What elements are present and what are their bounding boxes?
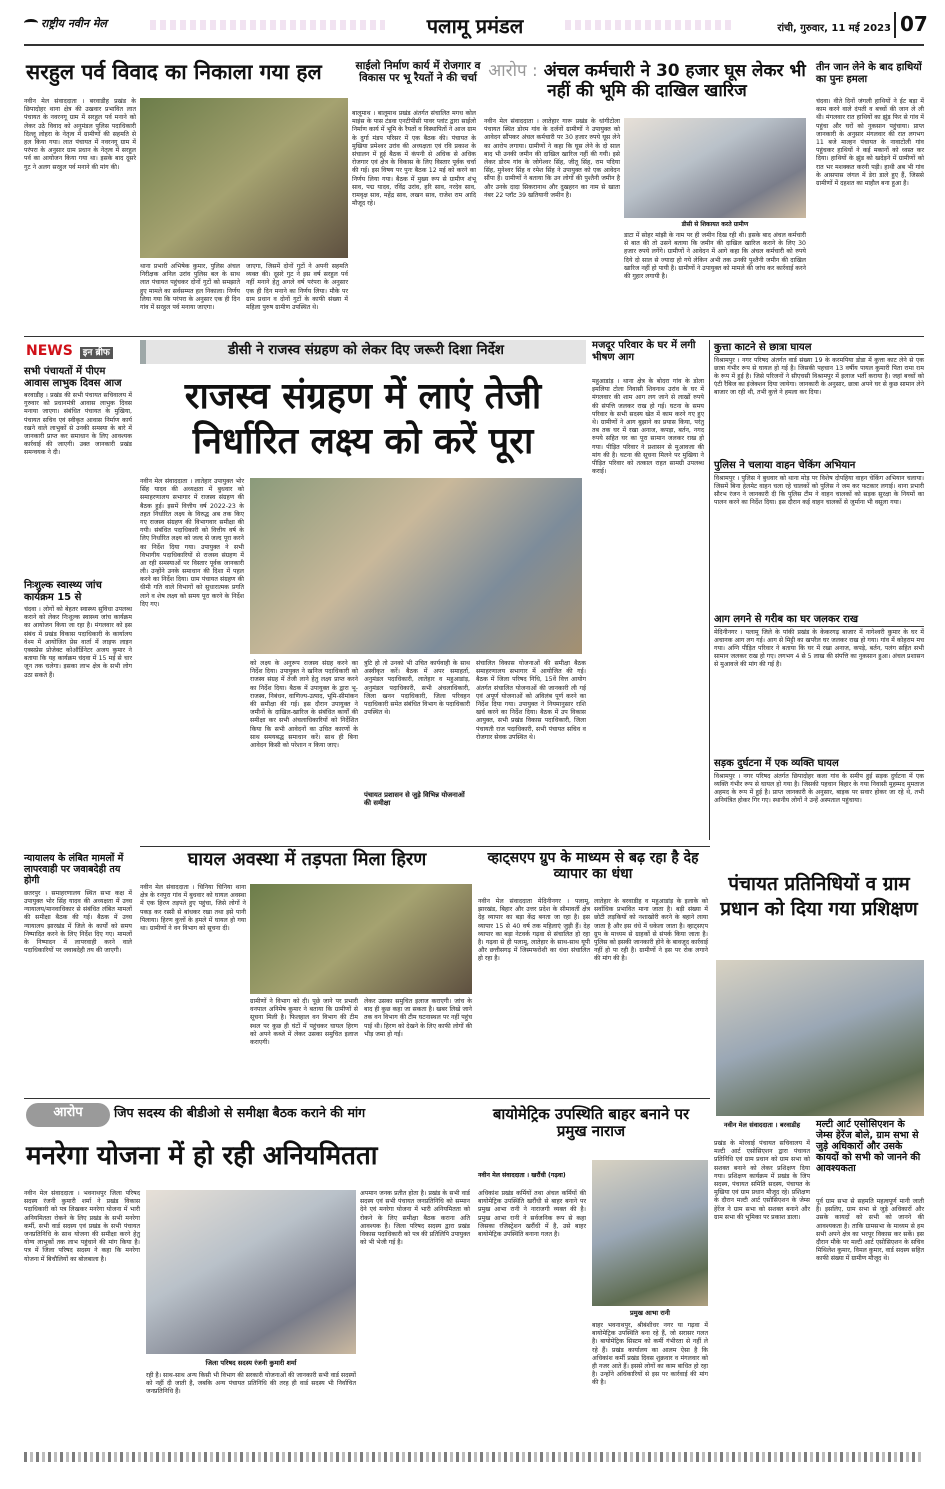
a15-headline: बायोमेट्रिक उपस्थिति बाहर बनाने पर प्रमुख नाराज: [492, 1105, 690, 1141]
masthead: [0, 0, 945, 44]
a3-photo: [624, 118, 806, 218]
brief-body-2: चंदवा । लोगों को बेहतर स्वास्थ्य सुविधा उपलब्ध कराने को लेकर निःशुल्क स्वास्थ्य जांच कार्यक्रम का आयोजन किया जा रहा है। मंगलवार को इस संबंध में प्रखंड विकास पदाधिकारी के कार्यालय वेश्म में आयोजित प्रेस वार्ता में लाइफ लाइन एक्सप्रेस प्रोजेक्ट कोऑर्डिनेटर अजय कुमार ने बताया कि यह कार्यक्रम चंदवा में 15 मई से चार जून तक चलेगा। इसका लाभ क्षेत्र के सभी लोग उठा सकते हैं।: [24, 606, 132, 679]
masthead-logo: राष्ट्रीय नवीन मेल: [24, 16, 144, 34]
row1-rule: [24, 336, 924, 337]
a5-col2: को लक्ष्य के अनुरूप राजस्व संग्रह करने का निर्देश दिया। उपायुक्त ने खनिज पदाधिकारी को राजस्व संग्रह में तेजी लाने हेतु लक्ष्य प्राप्त करने का निर्देश दिया। बैठक में उपायुक्त के द्वारा भू-राजस्व, निबंधन, वाणिज्य-उत्पाद, भूमि-सीमांकन की समीक्षा की गई। इस दौरान उपायुक्त ने जमीनों के दाखिल-खारिज के संबंधित कार्यों की समीक्षा कर सभी अंचलाधिकारियों को निर्देशित किया कि सभी आवेदनों का उचित कारणों के साथ समयबद्ध समाधान करें। साथ ही बिना आवेदन किसी को परेशान न किया जाए।: [250, 660, 358, 749]
a5-col4: संचालित विकास योजनाओं की समीक्षा बैठक समाहरणालय सभागार में आयोजित की गई। बैठक में जिला परिषद निधि, 15वें वित्त आयोग अंतर्गत संचालित योजनाओं की जानकारी ली गई एवं अपूर्ण योजनाओं को अविलंब पूर्ण करने का निर्देश दिया गया। उपायुक्त ने नियमानुसार राशि खर्च करने का निर्देश दिया। बैठक में उप विकास आयुक्त, सभी प्रखंड विकास पदाधिकारी, जिला पंचायती राज पदाधिकारी, सभी पंचायत सचिव व रोजगार सेवक उपस्थित थे।: [476, 660, 586, 741]
news-brief-item: [24, 580, 132, 850]
a9: [714, 342, 924, 454]
a2-headline: साईलो निर्माण कार्य में रोजगार व विकास पर भू रैयतों ने की चर्चा: [355, 60, 481, 85]
a8-headline: व्हाट्सएप ग्रुप के माध्यम से बढ़ रहा है देह व्यापार का धंधा: [487, 850, 699, 883]
a14-caption: जिला परिषद सदस्य रंजनी कुमारी शर्मा: [205, 1359, 297, 1367]
a11: [714, 614, 924, 754]
a10: [714, 460, 924, 610]
a3-headline: [488, 62, 806, 114]
a5-headline: राजस्व संग्रहण में लाएं तेजी निर्धारित लक्ष्य को करें पूरा: [184, 376, 542, 462]
masthead-rule: [24, 44, 924, 46]
a9-body: विश्रामपुर । नगर परिषद अंतर्गत वार्ड संख्या 19 के करमपिया डोडा में कुत्ता काट लेने से एक छात्रा गंभीर रूप से घायल हो गई है। जिसकी पहचान 13 वर्षीय पायल कुमारी पिता रामा राम के रूप में हुई है। जिसे परिजनों ने सीएचसी विश्रामपुर में इलाज भर्ती कराया है। जहां बच्चों को एंटी रैबिज का इंजेक्शन दिया जायेगा। जानकारी के अनुसार, छात्रा अपने घर से कुछ सामान लेने बाजार जा रही थी, तभी कुत्ते ने हमला कर दिया।: [714, 356, 924, 397]
a4-headline: तीन जान लेने के बाद हाथियों का पुनः हमला: [816, 62, 922, 85]
a10-headline: पुलिस ने चलाया वाहन चेकिंग अभियान: [714, 460, 924, 473]
a14-col1: नवीन मेल संवाददाता । भवनाथपुर जिला परिषद सदस्य रंजनी कुमारी शर्मा ने प्रखंड विकास पदाधिकारी को पत्र लिखकर मनरेगा योजना में भारी अनियमितता रोकने के लिए प्रखंड के सभी मनरेगा कर्मी, सभी वार्ड सदस्य एवं प्रखंड के सभी पंचायत जनप्रतिनिधि के साथ योजना की समीक्षा करने हेतु योग्य लाभुकों तक लाभ पहुंचाने की मांग किया है। पत्र में जिला परिषद सदस्य ने कहा कि मनरेगा योजना में बिचौलियों का बोलबाला है।: [24, 1190, 140, 1263]
a3-caption: डीसी से शिकायत करते ग्रामीण: [681, 221, 749, 228]
a2-body: बालूमाथ । बालूमाथ प्रखंड अंतर्गत संचालित मगध कोल माइंस के पास टंडवा एनटीपीसी पावर प्लांट द्वारा साईलो निर्माण कार्य में भूमि के रैयतों व विस्थापितों ने आज ग्राम के दुर्गा मंडप परिसर में एक बैठक की। पंचायत के मुखिया प्रमेश्वर उरांव की अध्यक्षता एवं रवि प्रकाश के संचालन में हुई बैठक में कंपनी से अधिक से अधिक रोजगार एवं क्षेत्र के विकास के लिए विस्तार पूर्वक चर्चा की गई। इस विषय पर पुनः बैठक 12 मई को करने का निर्णय लिया गया। बैठक में मुख्य रूप से ग्रामीण शंभू साव, पद्म यादव, रविंद्र उरांव, हरि साव, नरदेव साव, रामवृक्ष साव, महेंद्र साव, लखन साव, राजेश राम आदि मौजूद रहे।: [352, 110, 476, 208]
brief-title-1: सभी पंचायतों में पीएम आवास लाभुक दिवस आज: [24, 366, 122, 389]
a3-headline-text: अंचल कर्मचारी ने 30 हजार घूस लेकर भी नहीं की भूमि की दाखिल खारिज: [543, 61, 806, 101]
a9-headline: कुत्ता काटने से छात्रा घायल: [714, 342, 924, 355]
a14-col2: रही है। साथ-साथ अन्य किसी भी विभाग की सरकारी योजनाओं की जानकारी सभी वार्ड सदस्यों को नहीं दी जाती है, जबकि अन्य पंचायत प्रतिनिधि की तरह ही वार्ड सदस्य भी निर्वाचित जनप्रतिनिधि हैं।: [146, 1372, 356, 1396]
a7-photo: [250, 884, 472, 994]
section-title: पलामू प्रमंडल: [426, 14, 524, 38]
a3-tag: आरोप :: [488, 61, 538, 81]
a15-caption: प्रमुख आभा रानी: [630, 1309, 670, 1317]
a14-headline: मनरेगा योजना में हो रही अनियमितता: [26, 1141, 378, 1171]
news-brief-item: [24, 366, 132, 576]
brief-body-3: छतरपुर । समाहरणालय स्थित सभा कक्ष में उपायुक्त भोर सिंह यादव की अध्यक्षता में उच्च न्यायालय/मानवाधिकार से संबंधित लंबित मामलों की समीक्षा बैठक की गई। बैठक में उच्च न्यायालय झारखंड में जिले के कार्यों को समय निष्पादित करने के लिए निर्देश दिए गए। मामलों के निष्पादन में लापरवाही करने वाले पदाधिकारियों पर जवाबदेही तय की जाएगी।: [24, 889, 132, 955]
a5-col1: नवीन मेल संवाददाता । लातेहार उपायुक्त भोर सिंह यादव की अध्यक्षता में बुधवार को समाहरणालय सभागार में राजस्व संग्रहण की बैठक हुई। इसमें वित्तीय वर्ष 2022-23 के तहत निर्धारित लक्ष्य के विरुद्ध अब तक किए गए राजस्व संग्रहण की विभागवार समीक्षा की गयी। संबंधित पदाधिकारी को वित्तीय वर्ष के लिए निर्धारित लक्ष्य को जल्द से जल्द पूरा करने का निर्देश दिया गया। उपायुक्त ने सभी विभागीय पदाधिकारियों से राजस्व संग्रहण में आ रही समस्याओं पर विस्तार पूर्वक जानकारी ली। उन्होंने उनके समाधान की दिशा में पहल करने का निर्देश दिया। ग्राम पंचायत संग्रहण की धीमी गति वाले विभागों को सुधारात्मक प्रगति लाने व शेष लक्ष्य को समय पूरा करने के निर्देश दिए गए।: [140, 478, 244, 608]
a6-body: महुआडांड़ । थाना क्षेत्र के बोदरा गांव के डोला इमलिया टोला निवासी शिवनाथ उरांव के घर में मंगलवार की शाम आग लग जाने से लाखों रुपये की संपत्ति जलकर राख हो गई। घटना के समय परिवार के सभी सदस्य खेत में काम करने गए हुए थे। ग्रामीणों ने आग बुझाने का प्रयास किया, परंतु तब तक घर में रखा अनाज, कपड़ा, बर्तन, नगद रुपये सहित घर का पूरा सामान जलकर राख हो गया। पीड़ित परिवार ने प्रशासन से मुआवजा की मांग की है। घटना की सूचना मिलने पर मुखिया ने पीड़ित परिवार को तत्काल राहत सामग्री उपलब्ध कराई।: [592, 378, 704, 476]
a11-body: मेदिनीनगर । पलामू जिले के पांकी प्रखंड के केकरगढ़ बाजार में नागेश्वरी कुमार के घर में अचानक आग लग गई। आग से मिट्टी का खपरैल घर जलकर राख हो गया। गांव में कोहराम मच गया। अग्नि पीड़ित परिवार ने बताया कि घर में रखा अनाज, कपड़े, बर्तन, पलंग सहित सभी सामान जलकर राख हो गए। लगभग 4 से 5 लाख की संपत्ति का नुकसान हुआ। अंचल प्रशासन से मुआवजे की मांग की गई है।: [714, 628, 924, 669]
a13-headline: पंचायत प्रतिनिधियों व ग्राम प्रधान को दिया गया प्रशिक्षण: [720, 873, 918, 920]
a6-headline: मजदूर परिवार के घर में लगी भीषण आग: [592, 340, 696, 363]
a13-side-body: पूर्व ग्राम सभा से सहमति महत्वपूर्ण मानी जाती है। इसलिए, ग्राम सभा से जुड़े अधिकारों और उसके कायदों को सभी को जानने की आवश्यकता है। ताकि ग्रामसभा के माध्यम से हम सभी अपने क्षेत्र का भरपूर विकास कर सकें। इस दौरान मौके पर मल्टी आर्ट एसोसिएशन के सचिव मिथिलेश कुमार, विमल कुमार, वार्ड सदस्य सहित काफी संख्या में ग्रामीण मौजूद थे।: [816, 1198, 924, 1263]
a1-col3: जाएगा, जिसमें दोनों गुटों ने अपनी सहमति व्यक्त की। दूसरे गुट ने इस वर्ष सरहुल पर्व नहीं मनाने हेतु अगले वर्ष परंपरा के अनुसार एक ही दिन मनाने का निर्णय लिया। मौके पर ग्राम प्रधान व दोनों गुटों के काफी संख्या में महिला पुरुष ग्रामीण उपस्थित थे।: [246, 263, 348, 311]
a4-body: चंदवा। वीते दिनों जंगली हाथियों ने ईट बड़ा में काम करने वाले दंपती व बच्चों की जान ले ली थी। मंगलवार रात हाथियों का झुंड फिर से गांव में पहुंचा और घरों को नुकसान पहुंचाया। प्राप्त जानकारी के अनुसार मंगलवार की रात लगभग 11 बजे माल्हन पंचायत के नावाटोली गांव पहुंचकर हाथियों ने कई मकानों को ध्वस्त कर दिया। हाथियों के झुंड को खदेड़ने में ग्रामीणों को रात भर मशक्कत करनी पड़ी। हाथी अब भी गांव के आसपास जंगल में डेरा डाले हुए हैं, जिससे ग्रामीणों में दहशत का माहौल बना हुआ है।: [816, 98, 924, 187]
news-brief-sub: इन ब्रीफ: [80, 347, 113, 359]
a15-byline: नवीन मेल संवाददाता । खरौंधी (गढ़वा): [478, 1172, 566, 1179]
a5-kicker: डीसी ने राजस्व संग्रहण को लेकर दिए जरूरी दिशा निर्देश: [228, 342, 504, 358]
page-number: 07: [894, 12, 924, 38]
col-divider: [709, 340, 710, 840]
a1-col1: नवीन मेल संवाददाता । बरवाडीह प्रखंड के छिपादोहर थाना क्षेत्र की उखवार प्रभावित लात पंचायत के नवरनगू ग्राम में सरहुल पर्व मनाने को लेकर उठे विवाद को अनुमंडल पुलिस पदाधिकारी दिल्लू लोहरा के नेतृत्व में ग्रामीणों की सहमति से हल किया गया। लात पंचायत में नवरनगू ग्राम में परंपरा के अनुसार ग्राम प्रधान के नेतृत्व में सरहुल पर्व का आयोजन किया गया था। इसके बाद दूसरे गुट ने अलग सरहुल पर्व मनाने की मांग की।: [24, 98, 136, 171]
a5-col3: त्रुटि हो तो उनको भी उचित कार्यवाही के साथ अस्वीकृत करें। बैठक में अपर समाहर्ता, अनुमंडल पदाधिकारी, लातेहार व महुआडांड़, अनुमंडल पदाधिकारी, सभी अंचलाधिकारी, जिला खनन पदाधिकारी, जिला परिवहन पदाधिकारी समेत संबंधित विभाग के पदाधिकारी उपस्थित थे।: [364, 660, 470, 717]
brief-body-1: बरवाडीह । प्रखंड की सभी पंचायत सचिवालय में गुरुवार को प्रधानमंत्री आवास लाभुक दिवस मनाया जाएगा। संबंधित पंचायत के मुखिया, पंचायत सचिव एवं स्वीकृत आवास निर्माण कार्य रखने वाले लाभुकों से उनकी समस्या के बारे में जानकारी प्राप्त कर समाधान के लिए आवश्यक कार्रवाई की जाएगी। उक्त जानकारी प्रखंड समन्वयक ने दी।: [24, 392, 132, 457]
brief-title-3: न्यायालय के लंबित मामलों में लापरवाही पर जवाबदेही तय होगी: [24, 853, 124, 886]
a12-body: विश्रामपुर । नगर परिषद अंतर्गत छिपादोहर कला गांव के समीप हुई सड़क दुर्घटना में एक व्यक्ति गंभीर रूप से घायल हो गया है। जिसकी पहचान बिहार के गया निवासी मुहम्मद मुमताज अहमद के रूप में हुई है। प्राप्त जानकारी के अनुसार, बाइक पर सवार होकर जा रहे थे, तभी अनियंत्रित होकर गिर गए। स्थानीय लोगों ने उन्हें अस्पताल पहुंचाया।: [714, 772, 924, 805]
a3-col2: डाटा में सोहर मांझी के नाम पर ही जमीन दिख रही थी। इसके बाद अंचल कर्मचारी से बात की तो उसने बताया कि जमीन की दाखिल खारिज कराने के लिए 30 हजार रुपये लगेंगे। ग्रामीणों ने आवेदन में आगे कहा कि अंचल कर्मचारी को रुपये दिये दो साल से ज्यादा हो गये लेकिन अभी तक उनकी पुश्तैनी जमीन की दाखिल खारिज नहीं हो पायी है। ग्रामीणों ने उपायुक्त को मामले की जांच कर कार्रवाई करने की गुहार लगायी है।: [624, 232, 806, 280]
a12: [714, 758, 924, 866]
a15-col1: अधिकांश प्रखंड कर्मियों तथा अंचल कर्मियों की बायोमेट्रिक उपस्थिति खरौंधी से बाहर बनाने पर प्रमुख आभा रानी ने नाराजगी व्यक्त की है। प्रमुख आभा रानी ने सर्वजनिक रूप से कहा जिसका रजिस्ट्रेशन खरौंधी में है, उसे बाहर बायोमेट्रिक उपस्थिति बनाना गलत है।: [478, 1190, 586, 1238]
news-brief-header: [26, 340, 134, 362]
footer-strip: [24, 1452, 924, 1462]
a11-headline: आग लगने से गरीब का घर जलकर राख: [714, 614, 924, 627]
a5-photo: [250, 478, 582, 654]
a1-col2: थाना प्रभारी अभिषेक कुमार, पुलिस अंचल निरीक्षक अनिल उरांव पुलिस बल के साथ लात पंचायत पहुंचकर दोनों गुटों को समझाते हुए मामले का सर्वसम्मत हल निकाला। निर्णय लिया गया कि परंपरा के अनुसार एक ही दिन गांव में सरहुल पर्व मनाया जाएगा।: [140, 263, 240, 311]
a14-kicker: जिप सदस्य की बीडीओ से समीक्षा बैठक कराने की मांग: [114, 1105, 366, 1120]
a1-headline: सरहुल पर्व विवाद का निकाला गया हल: [26, 60, 322, 84]
a15-col2: बाहर भवनाथपुर, श्रीबंशीधर नगर या गढ़वा में बायोमेट्रिक उपस्थिति बना रहे हैं, जो सरासर गलत है। बायोमेट्रिक सिस्टम को कर्मी गंभीरता से नहीं ले रहे हैं। प्रखंड कार्यालय का आलम ऐसा है कि अधिकांश कर्मी प्रखंड दिवस शुक्रवार व मंगलवार को ही नजर आते हैं। इससे लोगों का काम बाधित हो रहा है। उन्होंने अधिकारियों से इस पर कार्रवाई की मांग की है।: [592, 1322, 708, 1387]
a13-photo: [716, 960, 924, 1116]
a14-col3: अपमान जनक प्रतीत होता है। प्रखंड के सभी वार्ड सदस्य एवं सभी पंचायत जनप्रतिनिधि को सम्मान देने एवं मनरेगा योजना में भारी अनियमितता को रोकने के लिए समीक्षा बैठक कराना अति आवश्यक है। जिला परिषद सदस्य द्वारा प्रखंड विकास पदाधिकारी को पत्र की प्रतिलिपि उपायुक्त को भी भेजी गई है।: [360, 1190, 470, 1247]
a13-body: प्रखंड के मोरवाई पंचायत सचिवालय में मल्टी आर्ट एसोसिएशन द्वारा पंचायत प्रतिनिधि एवं ग्राम प्रधान को ग्राम सभा को सशक्त बनाने को लेकर प्रशिक्षण दिया गया। प्रशिक्षण कार्यक्रम में प्रखंड के जिप सदस्य, पंचायत समिति सदस्य, पंचायत के मुखिया एवं ग्राम प्रधान मौजूद रहे। प्रशिक्षण के दौरान मल्टी आर्ट एसोसिएशन के जेम्स हेरेंज ने ग्राम सभा को सशक्त बनाने और ग्राम सभा की भूमिका पर प्रकाश डाला।: [714, 1140, 810, 1221]
news-brief-label: NEWS: [26, 343, 73, 359]
a15-photo: [592, 1160, 708, 1306]
a7-col1: नवीन मेल संवाददाता । चिनिया चिनिया थाना क्षेत्र के रनपुरा गांव में बुधवार को घायल अवस्था में एक हिरण तड़पते हुए पहुंचा, जिसे लोगों ने पकड़ कर रस्सी से बांधकर रखा तथा इसे पानी पिलाया। हिरण कुत्तों के हमले में घायल हो गया था। ग्रामीणों ने वन विभाग को सूचना दी।: [140, 884, 246, 932]
a7-col2: ग्रामीणों ने विभाग को दी। पूछे जाने पर प्रभारी वनपाल अनिमेष कुमार ने बताया कि ग्रामीणों से सूचना मिली है। फिलहाल वन विभाग की टीम स्थल पर कुछ ही घंटों में पहुंचकर घायल हिरण को अपने कब्जे में लेकर उसका समुचित इलाज कराएगी।: [250, 998, 358, 1046]
a14-tag: आरोप: [53, 1105, 83, 1120]
brief-title-2: निःशुल्क स्वास्थ्य जांच कार्यक्रम 15 से: [24, 580, 102, 603]
a1-photo: [140, 98, 348, 258]
a3-body: नवीन मेल संवाददाता । लातेहार गारू प्रखंड के धांगीटोला पंचायत स्थित डोरम गांव के दर्जनों ग्रामीणों ने उपायुक्त को आवेदन सौंपकर अंचल कर्मचारी पर 30 हजार रुपये घूस लेने का आरोप लगाया। ग्रामीणों ने कहा कि घूस लेने के दो साल बाद भी उनकी जमीन की दाखिल खारिज नहीं की गयी। इसे लेकर डोरम गांव के जोगेश्वर सिंह, जीतू सिंह, राम पदिया सिंह, मुनेश्वर सिंह व रमेश सिंह ने उपायुक्त को एक आवेदन सौंपा है। ग्रामीणों ने बताया कि उन लोगों की पुश्तैनी जमीन है और उनके दादा सिकरानाथ और दुखहरन का नाम से खाता नंबर 22 प्लॉट 39 खतियानी जमीन है।: [484, 118, 620, 199]
a8-col1: नवीन मेल संवाददाता मेदिनीनगर । पलामू, झारखंड, बिहार और उत्तर प्रदेश के सीमावर्ती क्षेत्र देह व्यापार का बड़ा केंद्र बनता जा रहा है। इस व्यापार 15 से 40 वर्ष तक महिलाएं जुड़ी हैं। देह व्यापार का बड़ा नेटवर्क गढ़वा से संचालित हो रहा है। गढ़वा से ही पलामू, लातेहार के साथ-साथ यूपी और छत्तीसगढ़ में जिस्मफरोशी का धंधा संचालित हो रहा है।: [478, 898, 590, 963]
a7-col3: लेकर उसका समुचित इलाज कराएगी। जांच के बाद ही कुछ कहा जा सकता है। खबर लिखे जाने तक वन विभाग की टीम घटनास्थल पर नहीं पहुंच पाई थी। हिरण को देखने के लिए काफी लोगों की भीड़ जमा हो गई।: [364, 998, 472, 1038]
a13-side-head: मल्टी आर्ट एसोसिएशन के जेम्स हेरेंज बोले, ग्राम सभा से जुड़े अधिकारों और उसके कायदों को सभी को जानने की आवश्यकता: [816, 1119, 921, 1174]
bird-icon: [24, 19, 38, 27]
dateline: रांची, गुरुवार, 11 मई 2023: [777, 23, 891, 34]
a14-photo: [146, 1190, 356, 1354]
a8-col2: लातेहार के बरवाडीह व महुआडांड़ के इलाके को सर्वाधिक प्रभावित माना जाता है। बड़ी संख्या में छोटी लड़कियों को नशाखोरी करने के बहाने लाया जाता है और इस धंधे में धकेला जाता है। व्हाट्सएप ग्रुप के माध्यम से ग्राहकों से संपर्क किया जाता है। पुलिस को इसकी जानकारी होने के बावजूद कार्रवाई नहीं हो पा रही है। ग्रामीणों ने इस पर रोक लगाने की मांग की है।: [594, 898, 708, 963]
a10-body: विश्रामपुर । पुलिस ने बुधवार को थाना मोड़ पर विशेष दोपहिया वाहन चेकिंग अभियान चलाया। जिसमें बिना हेलमेट वाहन चला रहे चालकों को पुलिस ने जम कर फटकार लगाई। थाना प्रभारी सौरभ रंजन ने जानकारी दी कि पुलिस टीम ने वाहन चालकों को सड़क सुरक्षा के नियमों का पालन करने का निर्देश दिया। इस दौरान कई वाहन चालकों से जुर्माना भी वसूला गया।: [714, 474, 924, 507]
masthead-decor-left: [150, 20, 385, 30]
masthead-decor-right: [565, 20, 735, 30]
a13-byline: नवीन मेल संवाददाता । बरवाडीह: [723, 1121, 801, 1129]
a5-sub: पंचायत प्रशासन से जुड़े विभिन्न योजनाओं की समीक्षा: [364, 791, 465, 807]
a7-headline: घायल अवस्था में तड़पता मिला हिरण: [187, 849, 427, 870]
news-brief-item: [24, 854, 132, 1022]
row3-rule: [24, 1098, 710, 1099]
a12-headline: सड़क दुर्घटना में एक व्यक्ति घायल: [714, 758, 924, 771]
row2-rule: [140, 846, 710, 847]
